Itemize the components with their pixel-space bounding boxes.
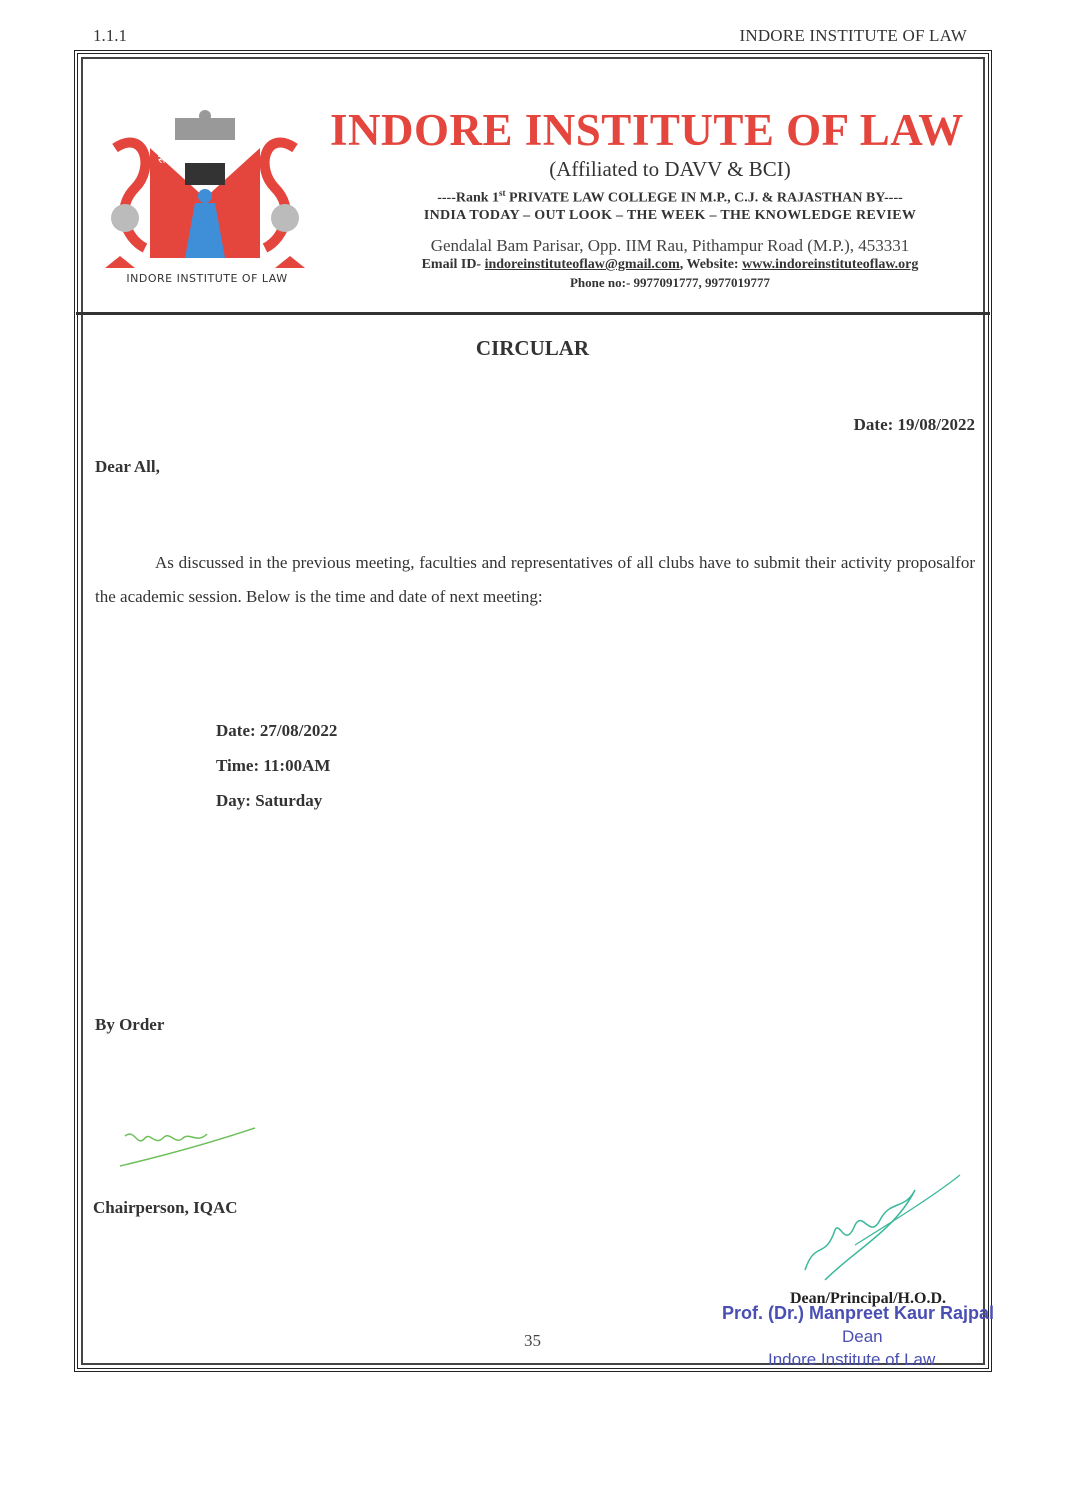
stamp-institution: Indore Institute of Law [768, 1350, 936, 1369]
institution-name: INDORE INSTITUTE OF LAW [330, 105, 964, 155]
email-link[interactable]: indoreinstituteoflaw@gmail.com [484, 257, 680, 272]
circular-body: As discussed in the previous meeting, faculties and representatives of all clubs have to submit their activity proposalfor the academic session. Below is the time and date of next meeting: [95, 553, 975, 606]
running-header: INDORE INSTITUTE OF LAW [739, 26, 967, 45]
logo-caption: INDORE INSTITUTE OF LAW [126, 272, 288, 285]
section-number: 1.1.1 [93, 26, 127, 45]
dean-signature [795, 1170, 965, 1290]
circular-date: Date: 19/08/2022 [853, 415, 975, 434]
affiliation: (Affiliated to DAVV & BCI) [549, 157, 791, 181]
signatory-title: Chairperson, IQAC [93, 1198, 238, 1217]
phone-line: Phone no:- 9977091777, 9977019777 [569, 275, 771, 290]
by-order: By Order [95, 1015, 165, 1034]
rank-suffix: PRIVATE LAW COLLEGE IN M.P., C.J. & RAJASTHAN BY---- [505, 190, 903, 206]
circular-title: CIRCULAR [475, 336, 590, 360]
rank-line [310, 188, 1030, 207]
website-link[interactable]: www.indoreinstituteoflaw.org [742, 257, 919, 272]
dean-role: Dean/Principal/H.O.D. [790, 1290, 946, 1307]
media-line: INDIA TODAY – OUT LOOK – THE WEEK – THE KNOWLEDGE REVIEW [423, 208, 917, 223]
meeting-date: Date: 27/08/2022 [216, 721, 338, 740]
stamp-title: Dean [842, 1327, 883, 1346]
chairperson-signature [115, 1118, 265, 1173]
meeting-day: Day: Saturday [216, 791, 323, 810]
contact-line [310, 257, 1030, 273]
rank-sup: st [499, 188, 506, 198]
rank-prefix: ----Rank 1 [437, 190, 500, 206]
salutation: Dear All, [95, 457, 160, 476]
website-label: , Website: [679, 257, 743, 272]
address: Gendalal Bam Parisar, Opp. IIM Rau, Pithampur Road (M.P.), 453331 [430, 236, 910, 255]
page-number: 35 [524, 1331, 541, 1350]
logo-motto: सत्यमेव जयते [158, 153, 213, 166]
meeting-time: Time: 11:00AM [216, 756, 331, 775]
email-label: Email ID- [421, 257, 485, 272]
header-divider [76, 312, 990, 315]
stamp-name: Prof. (Dr.) Manpreet Kaur Rajpal [722, 1303, 995, 1323]
